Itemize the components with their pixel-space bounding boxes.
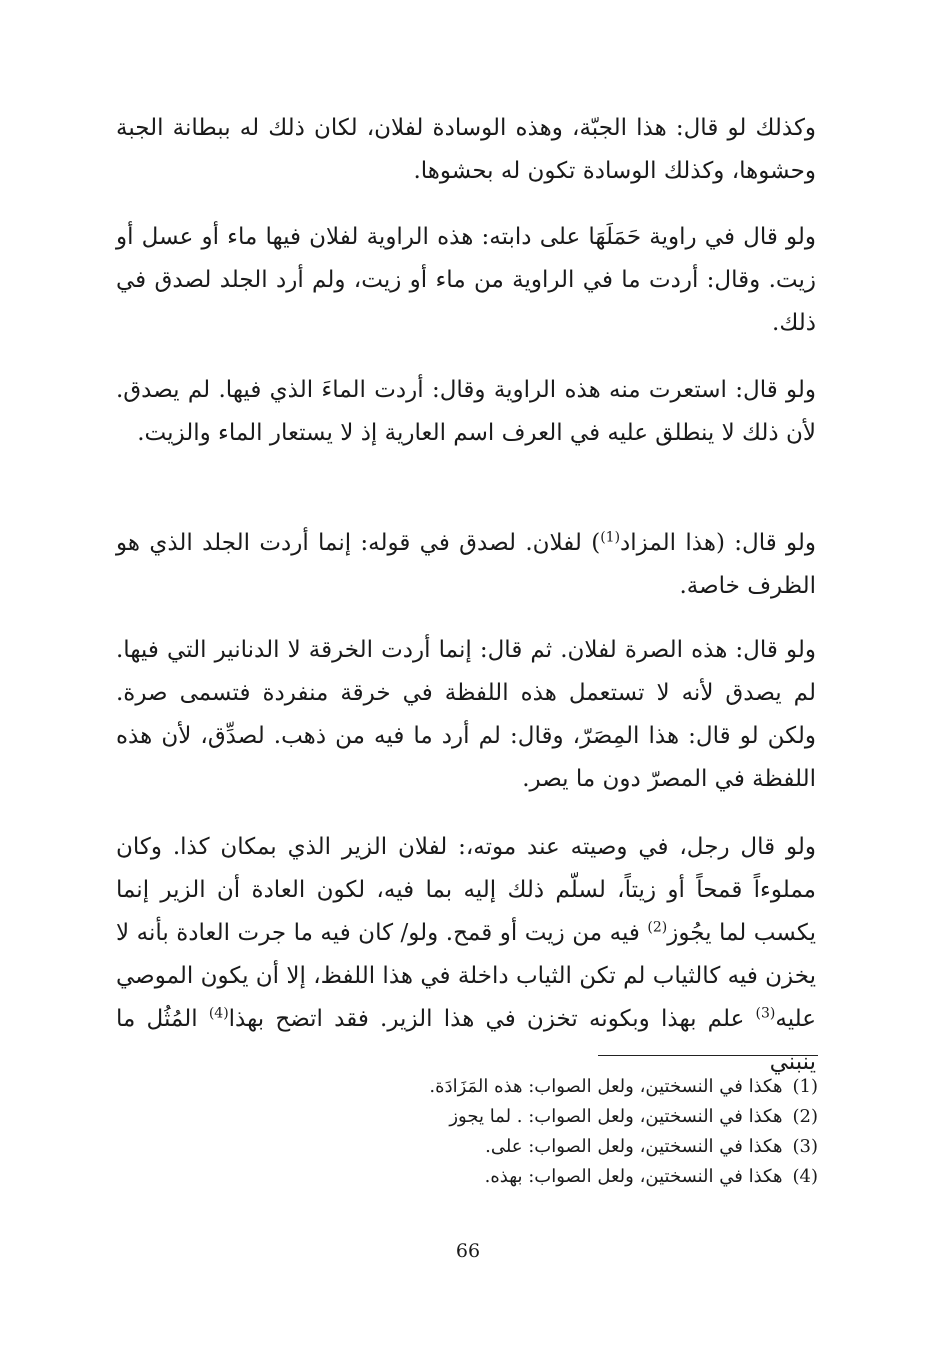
footnote-ref-4: (4) <box>208 1005 229 1022</box>
footnote-text: هكذا في النسختين، ولعل الصواب: بهذه. <box>484 1166 783 1187</box>
footnote-ref-2: (2) <box>647 919 668 936</box>
footnote-ref-3: (3) <box>755 1005 776 1022</box>
paragraph-surra: ولو قال: هذه الصرة لفلان. ثم قال: إنما أردت الخرقة لا الدنانير التي فيها. لم يصدق لأنه لا تستعمل هذه اللفظة في خرقة منفردة فتسمى صرة. ولكن لو قال: هذا المِصَرّ، وقال: لم أرد ما فيه من ذهب. لصدِّق، لأن هذه اللفظة في المصرّ دون ما يصر. <box>116 637 816 792</box>
footnote-ref-1: (1) <box>600 529 621 546</box>
mazad-text-end: ) لفلان. لصدق في قوله: إنما أردت الجلد الذي هو الظرف خاصة. <box>116 530 816 599</box>
paragraph-rawiya-loan: ولو قال: استعرت منه هذه الراوية وقال: أردت الماءَ الذي فيها. لم يصدق. لأن ذلك لا ينطلق عليه في العرف اسم العارية إذ لا يستعار الماء والزيت. <box>116 377 816 446</box>
paragraph-rawiya-contents: ولو قال في راوية حَمَلَهَا على دابته: هذه الراوية لفلان فيها ماء أو عسل أو زيت. وقال: أردت ما في الراوية من ماء أو زيت، ولم أرد الجلد لصدق في ذلك. <box>116 224 816 336</box>
footnote-separator <box>598 1055 818 1056</box>
footnote-item <box>218 1102 818 1132</box>
zir-text-part1: ولو قال رجل، في وصيته عند موته،: لفلان الزير الذي بمكان كذا. وكان مملوءاً قمحاً أو زيتاً، لسلّم ذلك إليه بما فيه، لكون العادة أن الزير إنما يكسب لما يجُوز <box>116 834 816 946</box>
zir-text-part3: علم بهذا وبكونه تخزن في هذا الزير. فقد اتضح بهذا <box>228 1006 756 1032</box>
mazad-text-start: ولو قال: (هذا المزاد <box>620 530 816 556</box>
page-number: 66 <box>455 1240 481 1262</box>
footnote-text: هكذا في النسختين، ولعل الصواب: على. <box>485 1136 783 1157</box>
footnote-item <box>218 1132 818 1162</box>
footnote-number: (1) <box>792 1076 818 1097</box>
footnote-item <box>218 1162 818 1192</box>
footnote-number: (4) <box>792 1166 818 1187</box>
footnote-text: هكذا في النسختين، ولعل الصواب: هذه المَزَادَة. <box>429 1076 783 1097</box>
footnote-text: هكذا في النسختين، ولعل الصواب: . لما يجوز <box>449 1106 783 1127</box>
zir-text-part2: فيه من زيت أو قمح. ولو/ كان فيه ما جرت العادة بأنه لا يخزن فيه كالثياب لم تكن الثياب داخلة في هذا اللفظ، إلا أن يكون الموصي عليه <box>116 920 816 1032</box>
paragraph-mazad <box>116 522 816 608</box>
paragraph-jubba: وكذلك لو قال: هذا الجبّة، وهذه الوسادة لفلان، لكان ذلك له ببطانة الجبة وحشوها، وكذلك الوسادة تكون له بحشوها. <box>116 115 816 184</box>
zir-text-part4: المُثُل ما ينبني <box>116 1006 816 1075</box>
paragraph-zir <box>116 826 816 1084</box>
footnote-item <box>218 1072 818 1102</box>
footnote-number: (2) <box>792 1106 818 1127</box>
footnotes-list <box>218 1072 818 1192</box>
footnote-number: (3) <box>792 1136 818 1157</box>
